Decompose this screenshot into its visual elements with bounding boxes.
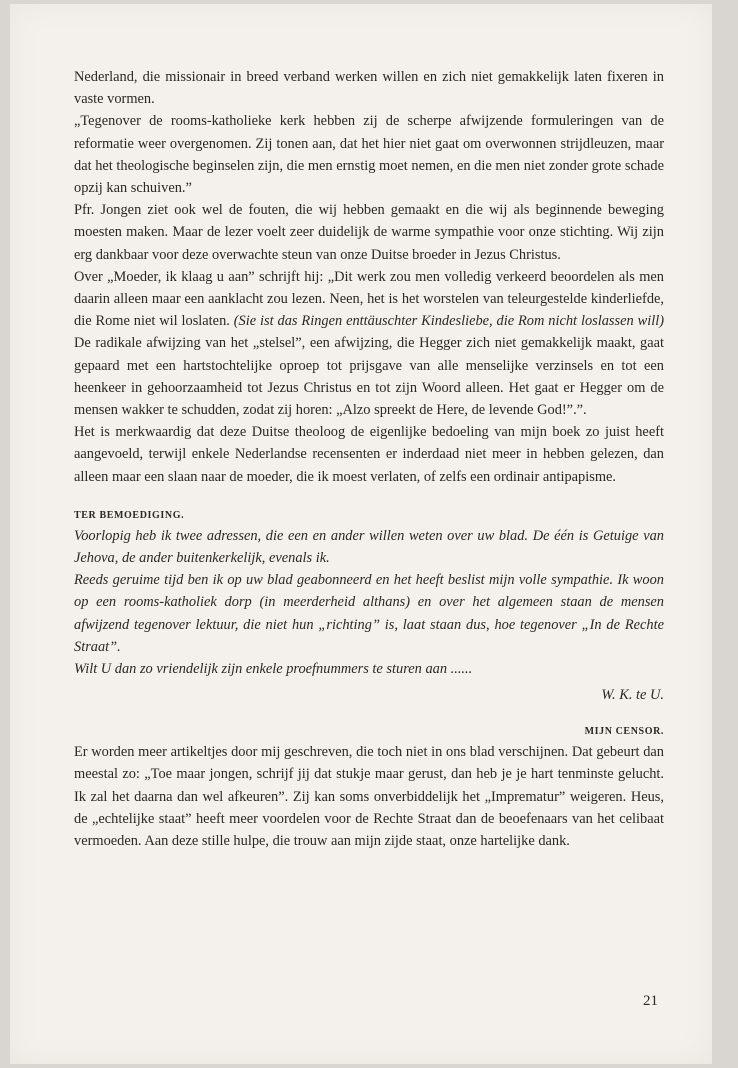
censor-paragraph: Er worden meer artikeltjes door mij geschreven, die toch niet in ons blad verschijnen. Dat gebeurt dan meestal zo: „Toe maar jongen, schrijf jij dat stukje maar gerust, dan heb je je hart tenminste gelucht. Ik zal het daarna dan wel afkeuren”. Zij kan soms onverbiddelijk het „Imprematur” weigeren. Heus, de „echtelijke staat” heeft meer voordelen voor de Rechte Straat dan de beoefenaars van het celibaat vermoeden. Aan deze stille hulpe, die trouw aan mijn zijde staat, onze hartelijke dank. <box>74 744 664 850</box>
body-paragraph-2: „Tegenover de rooms-katholieke kerk hebben zij de scherpe afwijzende formuleringen van de reformatie weer overgenomen. Zij tonen aan, dat het hier niet gaat om overwonnen strijdleuzen, maar dat het theologische beginselen zijn, die men ernstig moet nemen, en die men niet zonder grote schade opzij kan schuiven.” <box>74 113 664 197</box>
german-quote: (Sie ist das Ringen enttäuschter Kindesliebe, die Rom nicht loslassen will) <box>233 313 664 330</box>
moeder-text-before: Over „Moeder, ik klaag u aan” schrijft hij: „Dit werk zou men volledig verkeerd beoordelen als men daarin alleen maar een aanklacht zou lezen. Neen, het is het worstelen van teleurgestelde kinderliefde, die Rome niet wil loslaten. <box>74 268 664 330</box>
letter-paragraph-3: Wilt U dan zo vriendelijk zijn enkele proefnummers te sturen aan ...... <box>74 661 473 678</box>
letter-block <box>74 525 664 680</box>
moeder-paragraph <box>74 266 664 421</box>
document-page <box>10 4 712 1064</box>
letter-signature: W. K. te U. <box>601 687 664 704</box>
closing-paragraph: Het is merkwaardig dat deze Duitse theoloog de eigenlijke bedoeling van mijn boek zo juist heeft aangevoeld, terwijl enkele Nederlandse recensenten er inderdaad niet meer in hebben gelezen, dan alleen maar een slaan naar de moeder, die ik moest verlaten, of zelfs een ordinair antipapisme. <box>74 424 664 485</box>
section-heading-censor: MIJN CENSOR. <box>584 726 664 738</box>
section-heading-bemoediging: TER BEMOEDIGING. <box>74 509 185 521</box>
body-paragraph-3: Pfr. Jongen ziet ook wel de fouten, die wij hebben gemaakt en die wij als beginnende beweging moesten maken. Maar de lezer voelt zeer duidelijk de warme sympathie voor onze stichting. Wij zijn erg dankbaar voor deze overwachte steun van onze Duitse broeder in Jezus Christus. <box>74 202 664 263</box>
letter-paragraph-1: Voorlopig heb ik twee adressen, die een en ander willen weten over uw blad. De één is Getuige van Jehova, de ander buitenkerkelijk, evenals ik. <box>74 527 664 567</box>
letter-paragraph-2: Reeds geruime tijd ben ik op uw blad geabonneerd en het heeft beslist mijn volle sympathie. Ik woon op een rooms-katholiek dorp (in meerderheid althans) en over het algemeen staan de mensen afwijzend tegenover lektuur, die niet hun „richting” is, laat staan dus, hoe tegenover „In de Rechte Straat”. <box>74 572 664 655</box>
page-content <box>74 66 664 852</box>
body-paragraph-1: Nederland, die missionair in breed verband werken willen en zich niet gemakkelijk laten fixeren in vaste vormen. <box>74 69 664 108</box>
page-number: 21 <box>643 993 658 1009</box>
moeder-text-after: De radikale afwijzing van het „stelsel”, een afwijzing, die Hegger zich niet gemakkelijk maakt, gaat gepaard met een hartstochtelijke oproep tot prijsgave van alle menselijke verzinsels en tot een heenkeer in gehoorzaamheid tot Jezus Christus en tot zijn Woord alleen. Het gaat er Hegger om de mensen wakker te schudden, zodat zij horen: „Alzo spreekt de Here, de levende God!”.”. <box>74 335 664 419</box>
